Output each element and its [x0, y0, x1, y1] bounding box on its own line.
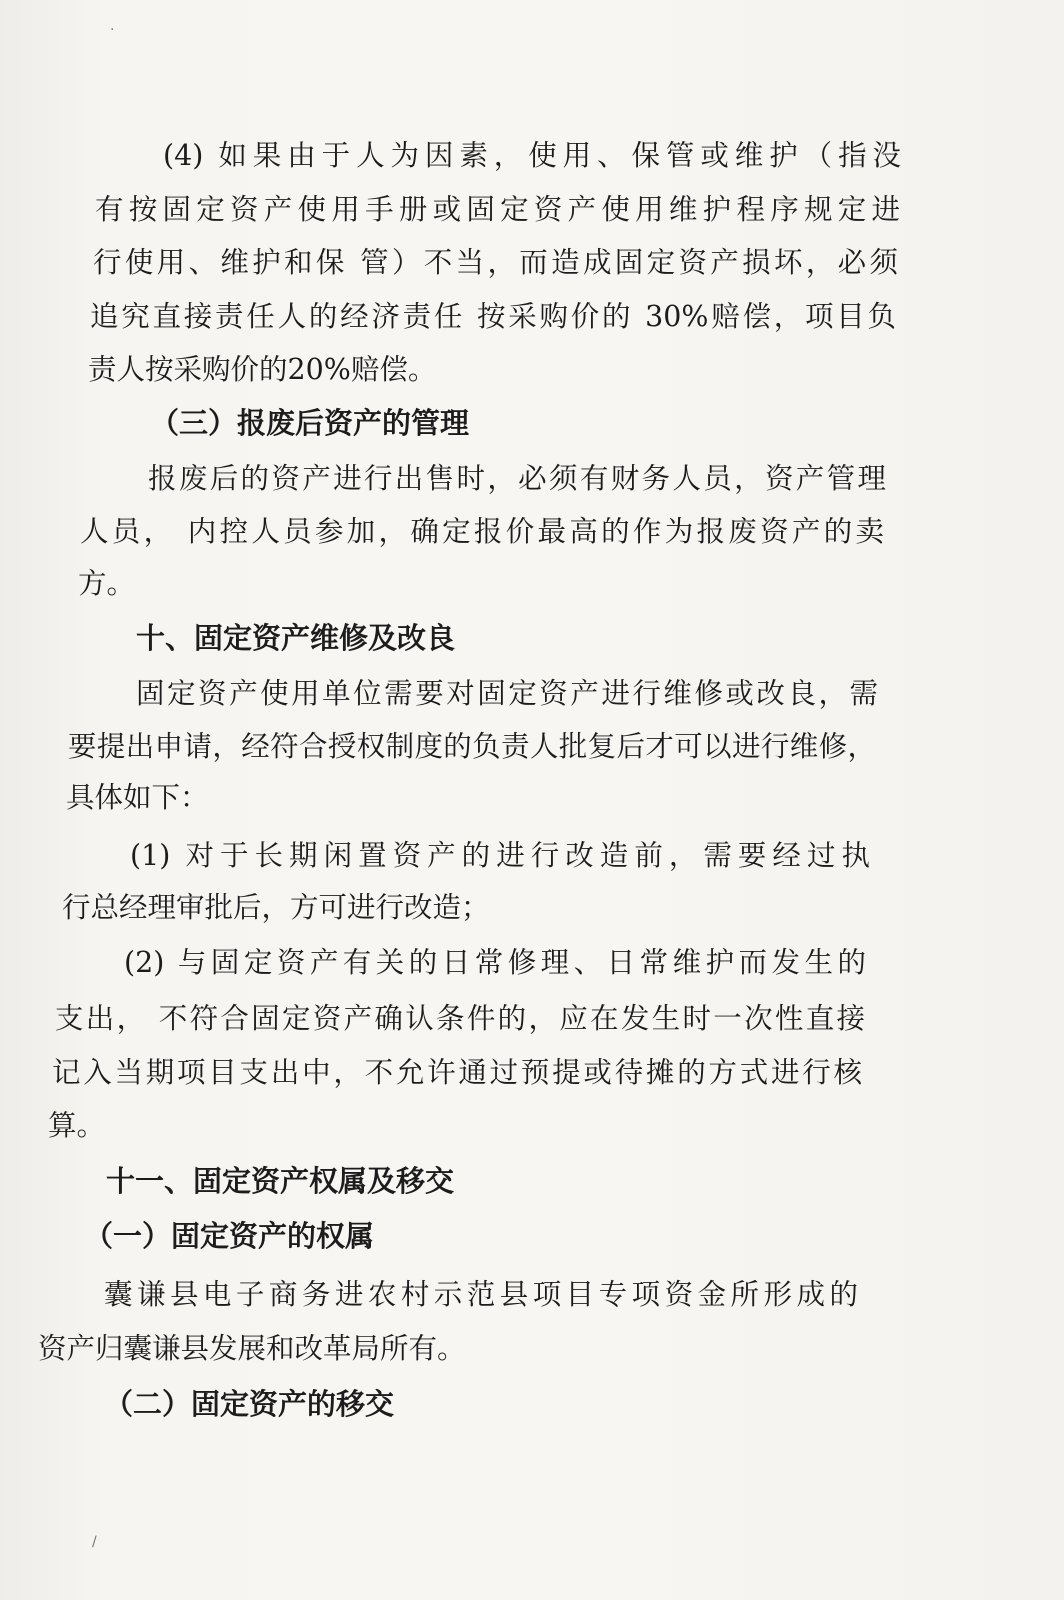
- section-heading: （一）固定资产的权属: [84, 1219, 375, 1253]
- scan-speck: ·: [110, 22, 115, 38]
- paragraph-line: 方。: [78, 567, 136, 600]
- paragraph-line: 要提出申请，经符合授权制度的负责人批复后才可以进行维修，: [68, 730, 876, 763]
- paragraph-line: 记入当期项目支出中，不允许通过预提或待摊的方式进行核: [52, 1056, 862, 1089]
- scan-speck: /: [92, 1534, 97, 1550]
- paragraph-line: 囊谦县电子商务进农村示范县项目专项资金所形成的: [104, 1278, 858, 1311]
- section-heading: （二）固定资产的移交: [104, 1387, 395, 1421]
- paragraph-line: 行使用、维护和保 管）不当，而造成固定资产损坏，必须: [93, 246, 898, 279]
- paragraph-line: 有按固定资产使用手册或固定资产使用维护程序规定进: [95, 193, 900, 226]
- paragraph-line: (4) 如果由于人为因素，使用、保管或维护（指没: [163, 139, 901, 172]
- section-heading: 十、固定资产维修及改良: [136, 621, 456, 655]
- paragraph-line: 支出， 不符合固定资产确认条件的，应在发生时一次性直接: [55, 1002, 865, 1035]
- paragraph-line: (2) 与固定资产有关的日常修理、日常维护而发生的: [124, 946, 866, 979]
- paragraph-line: 固定资产使用单位需要对固定资产进行维修或改良，需: [136, 677, 878, 710]
- paragraph-line: 算。: [48, 1109, 106, 1142]
- paragraph-line: 报废后的资产进行出售时，必须有财务人员，资产管理: [148, 462, 886, 495]
- paragraph-line: 人员， 内控人员参加，确定报价最高的作为报废资产的卖: [80, 515, 884, 548]
- paragraph-line: (1) 对于长期闲置资产的进行改造前，需要经过执: [130, 839, 870, 872]
- paragraph-line: 具体如下：: [66, 781, 209, 814]
- section-heading: （三）报废后资产的管理: [150, 406, 470, 440]
- section-heading: 十一、固定资产权属及移交: [106, 1164, 455, 1198]
- paragraph-line: 责人按采购价的20%赔偿。: [88, 353, 437, 386]
- paragraph-line: 追究直接责任人的经济责任 按采购价的 30%赔偿，项目负: [90, 300, 896, 333]
- paragraph-line: 行总经理审批后，方可进行改造；: [62, 891, 490, 924]
- paragraph-line: 资产归囊谦县发展和改革局所有。: [38, 1332, 466, 1365]
